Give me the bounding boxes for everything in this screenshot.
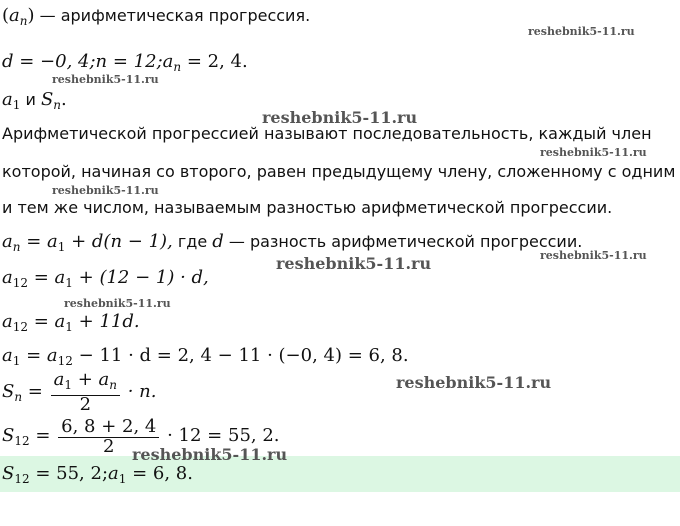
- watermark: reshebnik5-11.ru: [528, 25, 635, 38]
- watermark: reshebnik5-11.ru: [262, 108, 418, 127]
- watermark: reshebnik5-11.ru: [276, 254, 432, 273]
- watermark: reshebnik5-11.ru: [132, 445, 288, 464]
- watermark: reshebnik5-11.ru: [52, 184, 159, 197]
- step-3-rest: − 11 · d = 2, 4 − 11 · (−0, 4) = 6, 8.: [72, 345, 409, 366]
- watermark: reshebnik5-11.ru: [64, 297, 171, 310]
- step-4-eq: =: [22, 381, 49, 402]
- step-1-lhs: a: [2, 267, 13, 288]
- step-3-lhs-sub: 1: [12, 354, 21, 368]
- step-2: [2, 312, 140, 337]
- definition-line-1: Арифметической прогрессией называют последовательность, каждый член: [2, 124, 652, 143]
- definition-line-3: и тем же числом, называемым разностью арифметической прогрессии.: [2, 198, 613, 217]
- step-4-denominator: 2: [79, 394, 92, 415]
- answer-a-value: = 6, 8.: [126, 463, 193, 484]
- find-dot: .: [61, 89, 67, 110]
- step-3-mid: = a: [20, 345, 58, 366]
- step-4: [2, 370, 156, 417]
- find-a1: a: [2, 89, 13, 110]
- step-5-lhs-sub: 12: [14, 434, 30, 448]
- formula-lhs-sub: n: [12, 240, 21, 254]
- watermark: reshebnik5-11.ru: [540, 146, 647, 159]
- formula-mid: = a: [20, 231, 58, 252]
- definition-line-2: которой, начиная со второго, равен предыдущему члену, сложенному с одним: [2, 162, 676, 181]
- step-1: [2, 268, 209, 293]
- answer-s-sub: 12: [14, 472, 30, 486]
- step-5-denominator: 2: [103, 435, 115, 457]
- step-4-num-a-sub: 1: [64, 378, 72, 392]
- answer-s-value: = 55, 2;: [29, 463, 109, 484]
- step-4-fraction: [51, 370, 120, 414]
- watermark: reshebnik5-11.ru: [396, 373, 552, 392]
- step-2-mid: = a: [28, 311, 66, 332]
- step-2-rest: + 11d.: [72, 311, 140, 332]
- given-title-text: — арифметическая прогрессия.: [34, 6, 311, 25]
- step-4-num-sub: n: [109, 378, 117, 392]
- step-1-mid: = a: [28, 267, 66, 288]
- formula-where: где: [172, 232, 213, 251]
- given-d: d = −0, 4;: [2, 51, 96, 72]
- step-3-lhs: a: [2, 345, 13, 366]
- find-and: и: [20, 90, 41, 109]
- step-1-lhs-sub: 12: [12, 276, 29, 290]
- answer-line: [2, 464, 193, 489]
- answer-a-sub: 1: [118, 472, 127, 486]
- step-4-numerator: [51, 370, 120, 396]
- step-4-num-a: a: [53, 369, 65, 390]
- step-4-lhs: S: [2, 381, 15, 402]
- step-4-lhs-sub: n: [14, 390, 23, 404]
- step-2-lhs: a: [2, 311, 13, 332]
- answer-a: a: [108, 463, 119, 484]
- seq-var: a: [9, 5, 20, 26]
- given-an: a: [162, 51, 174, 72]
- step-3-mid-sub: 12: [57, 354, 73, 368]
- step-5-tail: · 12 = 55, 2.: [161, 425, 280, 446]
- answer-s: S: [2, 463, 15, 484]
- formula-tail: — разность арифметической прогрессии.: [223, 232, 583, 251]
- formula-d: d: [212, 231, 224, 252]
- step-2-mid-sub: 1: [65, 320, 73, 334]
- given-an-sub: n: [173, 60, 182, 74]
- step-4-num-plus: + a: [71, 369, 110, 390]
- step-1-mid-sub: 1: [65, 276, 73, 290]
- step-5-eq: =: [29, 425, 57, 446]
- find-s: S: [40, 89, 54, 110]
- formula-lhs: a: [2, 231, 13, 252]
- step-2-lhs-sub: 12: [12, 320, 29, 334]
- step-1-rest: + (12 − 1) · d,: [72, 267, 209, 288]
- watermark: reshebnik5-11.ru: [540, 249, 647, 262]
- formula-rest: + d(n − 1),: [65, 231, 173, 252]
- step-5-lhs: S: [2, 425, 15, 446]
- given-title: $(a_n)$ — арифметическая прогрессия.: [2, 5, 311, 28]
- formula-mid-sub: 1: [57, 240, 66, 254]
- find-line: [2, 90, 67, 115]
- step-3: [2, 346, 409, 371]
- find-a1-sub: 1: [12, 98, 21, 112]
- find-s-sub: n: [53, 98, 62, 112]
- watermark: reshebnik5-11.ru: [52, 73, 159, 86]
- step-4-tail: · n.: [121, 381, 157, 402]
- given-n: n = 12;: [95, 51, 163, 72]
- given-an-value: = 2, 4.: [181, 51, 248, 72]
- seq-sub: n: [19, 14, 28, 28]
- step-5-numerator: 6, 8 + 2, 4: [58, 417, 159, 438]
